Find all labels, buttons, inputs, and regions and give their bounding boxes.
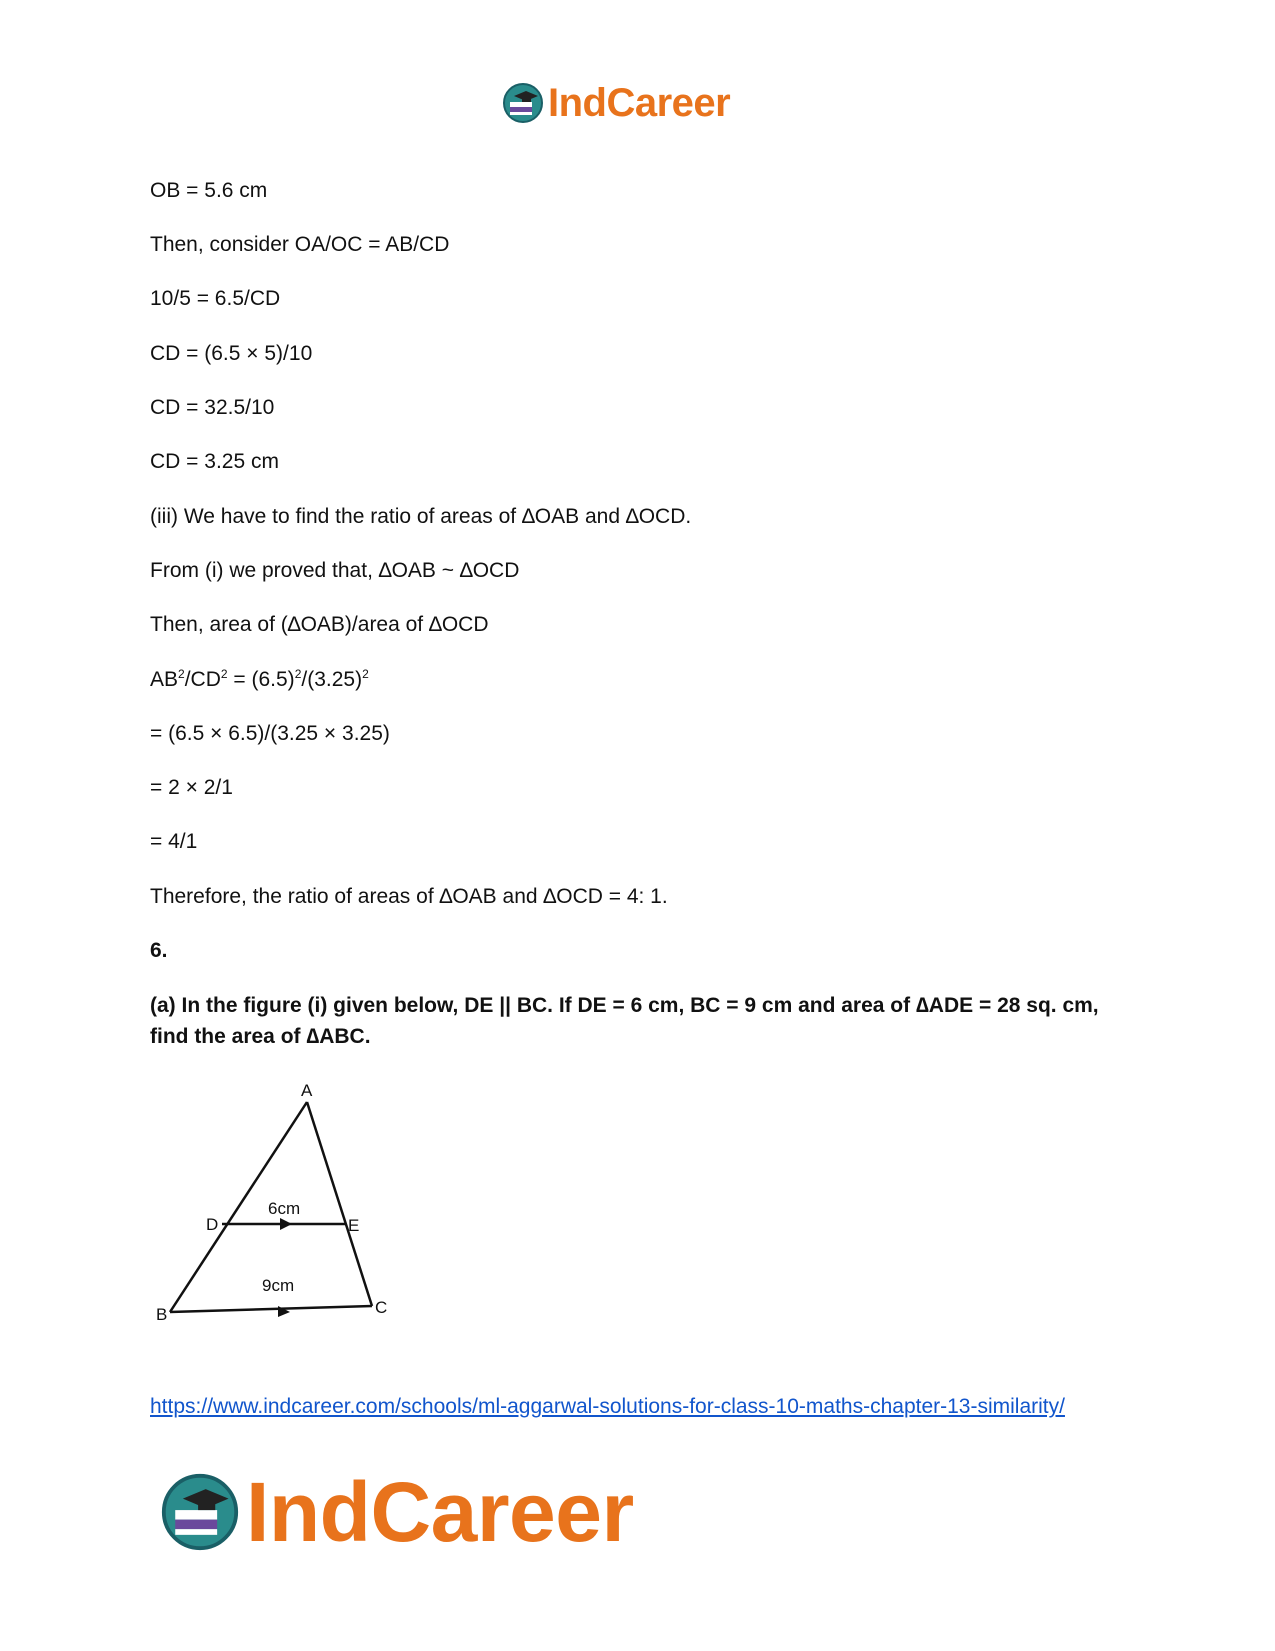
text-line: 10/5 = 6.5/CD bbox=[150, 287, 281, 310]
text-line: = 2 × 2/1 bbox=[150, 776, 233, 799]
text-line: Therefore, the ratio of areas of ∆OAB and ∆OCD = 4: 1. bbox=[150, 885, 668, 908]
label-c: C bbox=[375, 1298, 388, 1317]
text-line: Then, area of (∆OAB)/area of ∆OCD bbox=[150, 613, 489, 636]
text-line: = 4/1 bbox=[150, 830, 198, 853]
book-globe-icon bbox=[160, 1472, 240, 1552]
header-logo bbox=[502, 80, 730, 126]
text-line: = (6.5 × 6.5)/(3.25 × 3.25) bbox=[150, 722, 390, 745]
ratio-line: $AB^2/CD^2 = (6.5)^2/(3.25)^2$ bbox=[150, 667, 369, 691]
label-b: B bbox=[156, 1305, 168, 1324]
de-length-label: 6cm bbox=[268, 1199, 301, 1218]
label-a: A bbox=[301, 1084, 313, 1100]
bc-length-label: 9cm bbox=[262, 1276, 295, 1295]
text-line: (iii) We have to find the ratio of areas of ∆OAB and ∆OCD. bbox=[150, 505, 692, 528]
question-text: (a) In the figure (i) given below, DE || BC. If DE = 6 cm, BC = 9 cm and area of ∆ADE = 28 sq. cm, find the area of ∆ABC. bbox=[150, 994, 1099, 1048]
label-d: D bbox=[206, 1215, 219, 1234]
footer-logo bbox=[160, 1465, 634, 1559]
text-line: CD = 32.5/10 bbox=[150, 396, 275, 419]
text-line: Then, consider OA/OC = AB/CD bbox=[150, 233, 450, 256]
text-line: OB = 5.6 cm bbox=[150, 179, 268, 202]
source-link[interactable]: https://www.indcareer.com/schools/ml-aggarwal-solutions-for-class-10-maths-chapter-13-similarity/ bbox=[150, 1395, 1065, 1418]
footer-logo-text: IndCareer bbox=[246, 1465, 634, 1559]
question-number: 6. bbox=[150, 939, 168, 962]
header-logo-text: IndCareer bbox=[548, 81, 731, 125]
text-line: From (i) we proved that, ∆OAB ~ ∆OCD bbox=[150, 559, 520, 582]
label-e: E bbox=[348, 1216, 360, 1235]
text-line: CD = (6.5 × 5)/10 bbox=[150, 342, 313, 365]
text-line: CD = 3.25 cm bbox=[150, 450, 279, 473]
book-globe-icon bbox=[502, 82, 544, 124]
triangle-figure bbox=[150, 1084, 410, 1324]
